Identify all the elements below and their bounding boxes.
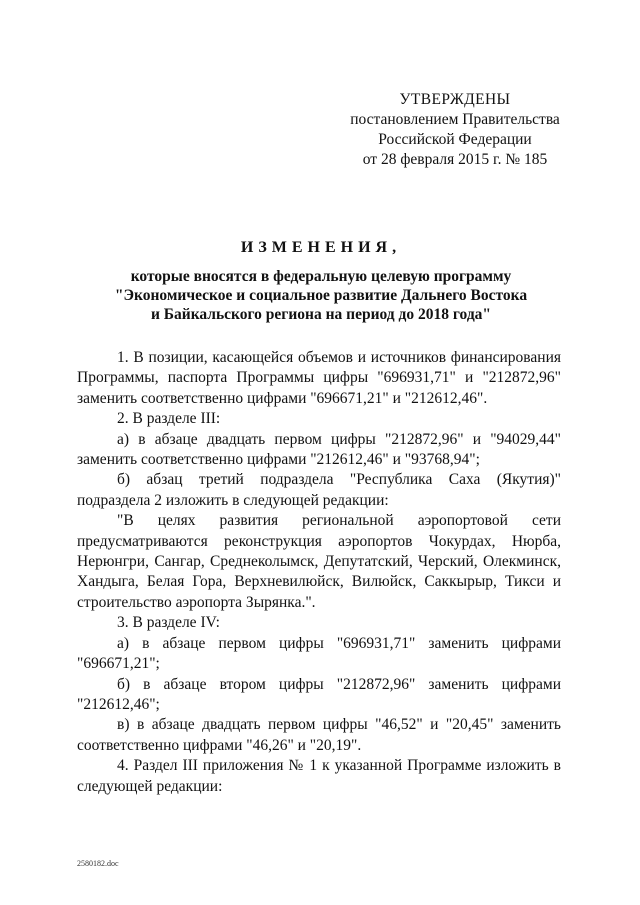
document-file-code: 2580182.doc: [77, 859, 119, 868]
approval-line-date: от 28 февраля 2015 г. № 185: [362, 151, 548, 168]
paragraph-item-4: 4. Раздел III приложения № 1 к указанной Программе изложить в следующей редакции:: [77, 757, 561, 795]
approval-heading: УТВЕРЖДЕНЫ: [399, 91, 511, 108]
approval-line-federation: Российской Федерации: [378, 131, 532, 148]
paragraph-quoted-text: "В целях развития региональной аэропортовой сети предусматриваются реконструкция аэропортов Чокурдах, Нюрба, Нерюнгри, Сангар, Среднеколымск, Депутатский, Черский, Олекминск, Хандыга, Белая Гора, Верхневилюйск, Вилюйск, Саккырыр, Тикси и строительство аэропорта Зырянка.".: [77, 512, 561, 611]
document-title: ИЗМЕНЕНИЯ,: [240, 239, 402, 256]
paragraph-item-3c: в) в абзаце двадцать первом цифры "46,52" и "20,45" заменить соответственно цифрами "46,26" и "20,19".: [77, 716, 561, 754]
paragraph-item-2b: б) абзац третий подраздела "Республика Саха (Якутия)" подраздела 2 изложить в следующей редакции:: [77, 471, 561, 509]
document-subtitle-line-1: которые вносятся в федеральную целевую программу: [130, 268, 512, 285]
document-title-block: [60, 238, 582, 324]
approval-stamp: [330, 90, 580, 170]
paragraph-item-1: 1. В позиции, касающейся объемов и источников финансирования Программы, паспорта Программы цифры "696931,71" и "212872,96" заменить соответственно цифрами "696671,21" и "212612,46".: [77, 349, 561, 407]
document-subtitle-line-2: "Экономическое и социальное развитие Дальнего Востока: [114, 287, 528, 304]
paragraph-item-3a: а) в абзаце первом цифры "696931,71" заменить цифрами "696671,21";: [77, 634, 561, 673]
paragraph-item-3b: б) в абзаце втором цифры "212872,96" заменить цифрами "212612,46";: [77, 675, 561, 713]
document-body: [77, 348, 561, 797]
paragraph-item-2a: а) в абзаце двадцать первом цифры "212872,96" и "94029,44" заменить соответственно цифрами "212612,46" и "93768,94";: [77, 430, 561, 469]
approval-line-resolution: постановлением Правительства: [350, 111, 560, 128]
paragraph-item-2: 2. В разделе III:: [117, 410, 221, 428]
document-subtitle-line-3: и Байкальского региона на период до 2018 года": [150, 306, 492, 323]
paragraph-item-3: 3. В разделе IV:: [117, 614, 220, 632]
